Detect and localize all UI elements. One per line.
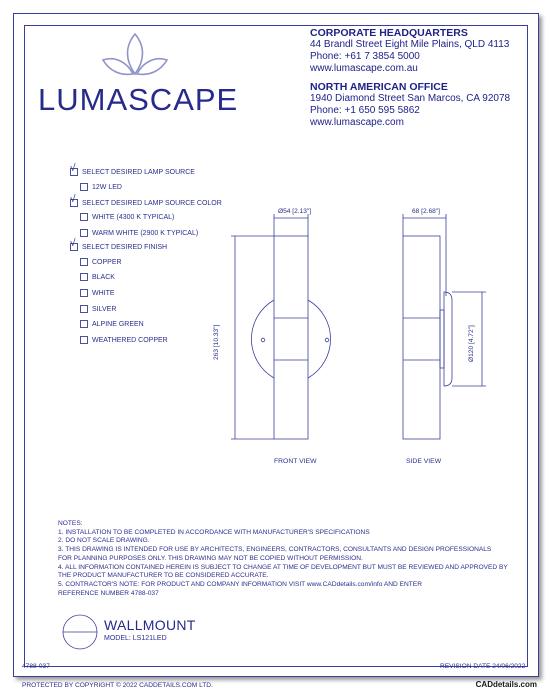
note-line: 2. DO NOT SCALE DRAWING. [58, 537, 150, 545]
note-line: 3. THIS DRAWING IS INTENDED FOR USE BY ARCHITECTS, ENGINEERS, CONTRACTORS, CONSULTANTS AND DESIGN PROFESSIONALS [58, 546, 492, 554]
finish-copper[interactable]: COPPER [80, 258, 122, 266]
check-icon: √ [70, 238, 76, 249]
section-symbol-icon [60, 614, 100, 650]
check-icon: √ [70, 194, 76, 205]
checkbox[interactable] [70, 163, 78, 176]
checkbox[interactable] [80, 213, 88, 221]
finish-weathered-copper[interactable]: WEATHERED COPPER [80, 336, 168, 344]
corporate-web-link[interactable]: www.lumascape.com.au [310, 63, 418, 74]
drawing-title: WALLMOUNT [104, 617, 196, 633]
revision-date: REVISION DATE 24/06/2022 [440, 663, 526, 670]
checkbox[interactable] [80, 305, 88, 313]
finish-black[interactable]: BLACK [80, 273, 115, 281]
note-line: THE PRODUCT MANUFACTURER TO BE CONSIDERED ACCURATE. [58, 572, 269, 580]
front-view-label: FRONT VIEW [274, 458, 317, 465]
checkbox[interactable] [70, 194, 78, 207]
copyright-text: PROTECTED BY COPYRIGHT © 2022 CADDETAILS.COM LTD. [22, 682, 213, 689]
reference-number: 4788-037 [22, 663, 50, 670]
brand-wordmark: LUMASCAPE [38, 82, 239, 117]
finish-white[interactable]: WHITE [80, 289, 115, 297]
fixture-drawing [220, 200, 510, 460]
na-address: 1940 Diamond Street San Marcos, CA 92078 [310, 93, 511, 104]
checkbox[interactable] [80, 258, 88, 266]
lamp-source-option[interactable]: √ SELECT DESIRED LAMP SOURCE [70, 163, 195, 176]
notes-heading: NOTES: [58, 520, 83, 527]
corporate-contact [310, 27, 509, 75]
model-number: MODEL: LS121LED [104, 635, 167, 642]
option-warm-white[interactable]: WARM WHITE (2900 K TYPICAL) [80, 229, 198, 237]
option-white[interactable]: WHITE (4300 K TYPICAL) [80, 213, 174, 221]
checkbox[interactable] [80, 183, 88, 191]
caddetails-link[interactable]: CADdetails.com [475, 680, 537, 689]
note-line: 4. ALL INFORMATION CONTAINED HEREIN IS SUBJECT TO CHANGE AT TIME OF DEVELOPMENT BUT MUST BE REVIEWED AND APPROVED BY [58, 563, 508, 571]
finish-silver[interactable]: SILVER [80, 305, 116, 313]
check-icon: √ [70, 163, 76, 174]
na-phone: Phone: +1 650 595 5862 [310, 105, 420, 116]
checkbox[interactable] [80, 336, 88, 344]
side-view-label: SIDE VIEW [406, 458, 442, 465]
note-line: 5. CONTRACTOR'S NOTE: FOR PRODUCT AND COMPANY INFORMATION VISIT www.CADdetails.com/info AND ENTER [58, 580, 422, 588]
lumascape-logo-icon [95, 30, 175, 85]
corporate-address: 44 Brandl Street Eight Mile Plains, QLD 4113 [310, 39, 510, 50]
finish-alpine-green[interactable]: ALPINE GREEN [80, 320, 144, 328]
option-12w-led[interactable]: 12W LED [80, 183, 122, 191]
side-depth-dimension: 68 [2.68"] [412, 208, 441, 215]
corporate-phone: Phone: +61 7 3854 5000 [310, 51, 420, 62]
north-america-contact [310, 81, 510, 129]
note-line: REFERENCE NUMBER 4788-037 [58, 589, 159, 597]
corporate-heading: CORPORATE HEADQUARTERS [310, 27, 468, 39]
na-heading: NORTH AMERICAN OFFICE [310, 81, 448, 93]
checkbox[interactable] [70, 238, 78, 251]
checkbox[interactable] [80, 229, 88, 237]
na-web-link[interactable]: www.lumascape.com [310, 117, 404, 128]
checkbox[interactable] [80, 273, 88, 281]
checkbox[interactable] [80, 289, 88, 297]
side-plate-dimension: Ø120 [4.72"] [468, 325, 475, 362]
front-height-dimension: 263 [10.33"] [213, 324, 220, 360]
note-line: 1. INSTALLATION TO BE COMPLETED IN ACCORDANCE WITH MANUFACTURER'S SPECIFICATIONS [58, 528, 370, 536]
finish-option[interactable]: √ SELECT DESIRED FINISH [70, 238, 168, 251]
checkbox[interactable] [80, 320, 88, 328]
front-width-dimension: Ø54 [2.13"] [278, 208, 312, 215]
notes-block [58, 520, 508, 598]
lamp-color-option[interactable]: √ SELECT DESIRED LAMP SOURCE COLOR [70, 194, 222, 207]
note-line: FOR PLANNING PURPOSES ONLY. THIS DRAWING MAY NOT BE COPIED WITHOUT PERMISSION. [58, 554, 363, 562]
